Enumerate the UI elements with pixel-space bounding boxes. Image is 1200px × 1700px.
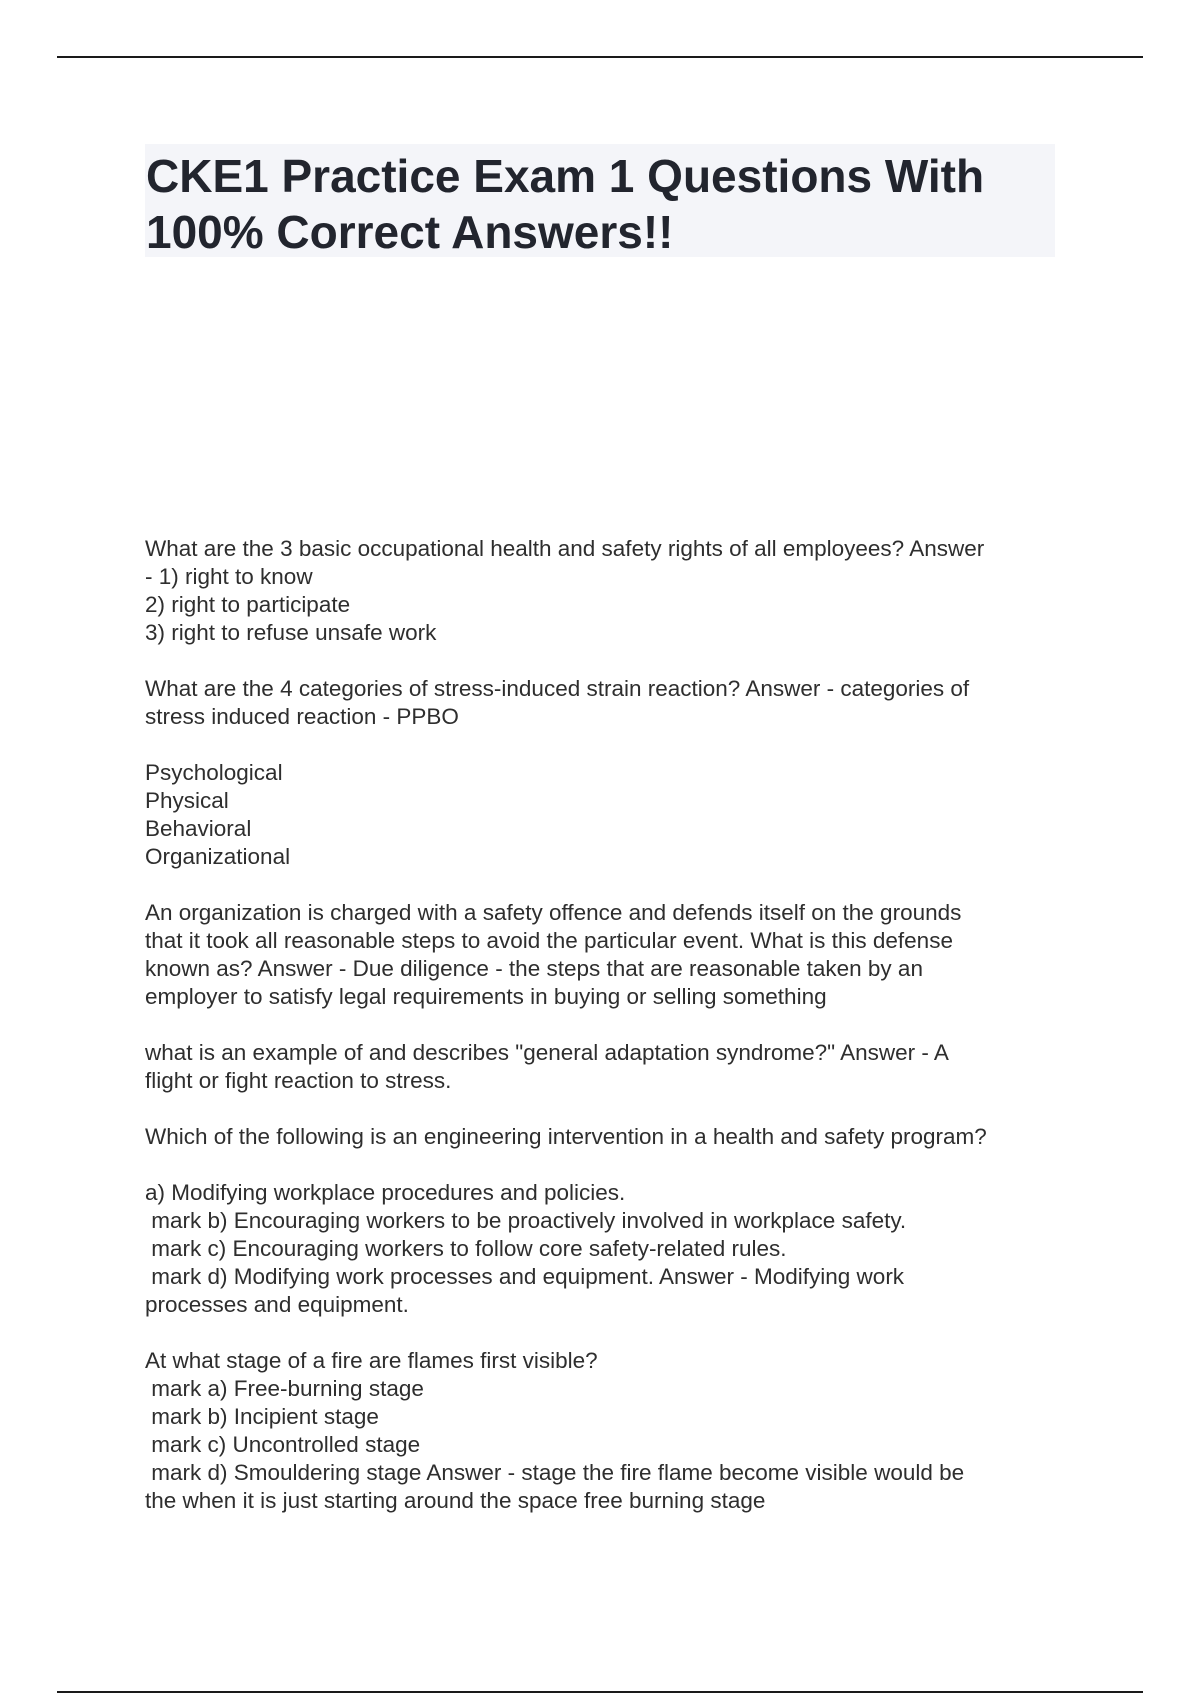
title-line-2: 100% Correct Answers!! [146,206,674,258]
question-5-options [145,1179,1060,1319]
question-3 [145,899,1060,1011]
option-item: mark a) Free-burning stage [145,1376,424,1401]
bottom-rule [57,1691,1143,1693]
question-2-categories [145,759,1060,871]
top-rule [57,56,1143,58]
question-3-line-2: that it took all reasonable steps to avoid the particular event. What is this defense [145,928,953,953]
question-3-line-1: An organization is charged with a safety offence and defends itself on the grounds [145,900,962,925]
question-2-line-2: stress induced reaction - PPBO [145,704,459,729]
category-item: Psychological [145,760,283,785]
question-1-line-3: 2) right to participate [145,592,351,617]
question-3-line-3: known as? Answer - Due diligence - the steps that are reasonable taken by an [145,956,923,981]
category-item: Organizational [145,844,291,869]
option-item: mark d) Modifying work processes and equipment. Answer - Modifying work [145,1264,905,1289]
question-1 [145,535,1060,647]
option-item: mark c) Uncontrolled stage [145,1432,421,1457]
option-item: mark b) Encouraging workers to be proactively involved in workplace safety. [145,1208,907,1233]
category-item: Behavioral [145,816,252,841]
question-4 [145,1039,1060,1095]
question-4-line-1: what is an example of and describes "general adaptation syndrome?" Answer - A [145,1040,949,1065]
question-2 [145,675,1060,731]
question-5-text: Which of the following is an engineering intervention in a health and safety program? [145,1124,987,1149]
title-line-1: CKE1 Practice Exam 1 Questions With [146,150,985,202]
page-title [146,148,1046,260]
question-2-line-1: What are the 4 categories of stress-induced strain reaction? Answer - categories of [145,676,970,701]
question-4-line-2: flight or fight reaction to stress. [145,1068,452,1093]
question-1-line-4: 3) right to refuse unsafe work [145,620,437,645]
question-6-line-1: At what stage of a fire are flames first visible? [145,1348,598,1373]
question-5 [145,1123,1060,1151]
option-item: a) Modifying workplace procedures and policies. [145,1180,626,1205]
document-body [145,535,1060,1543]
question-1-line-2: - 1) right to know [145,564,313,589]
category-item: Physical [145,788,229,813]
option-item: mark c) Encouraging workers to follow core safety-related rules. [145,1236,787,1261]
question-6-line-6: the when it is just starting around the space free burning stage [145,1488,766,1513]
option-item: mark d) Smouldering stage Answer - stage the fire flame become visible would be [145,1460,965,1485]
question-3-line-4: employer to satisfy legal requirements in buying or selling something [145,984,827,1009]
question-6 [145,1347,1060,1515]
option-item: mark b) Incipient stage [145,1404,379,1429]
option-item: processes and equipment. [145,1292,409,1317]
question-1-line-1: What are the 3 basic occupational health and safety rights of all employees? Answer [145,536,985,561]
